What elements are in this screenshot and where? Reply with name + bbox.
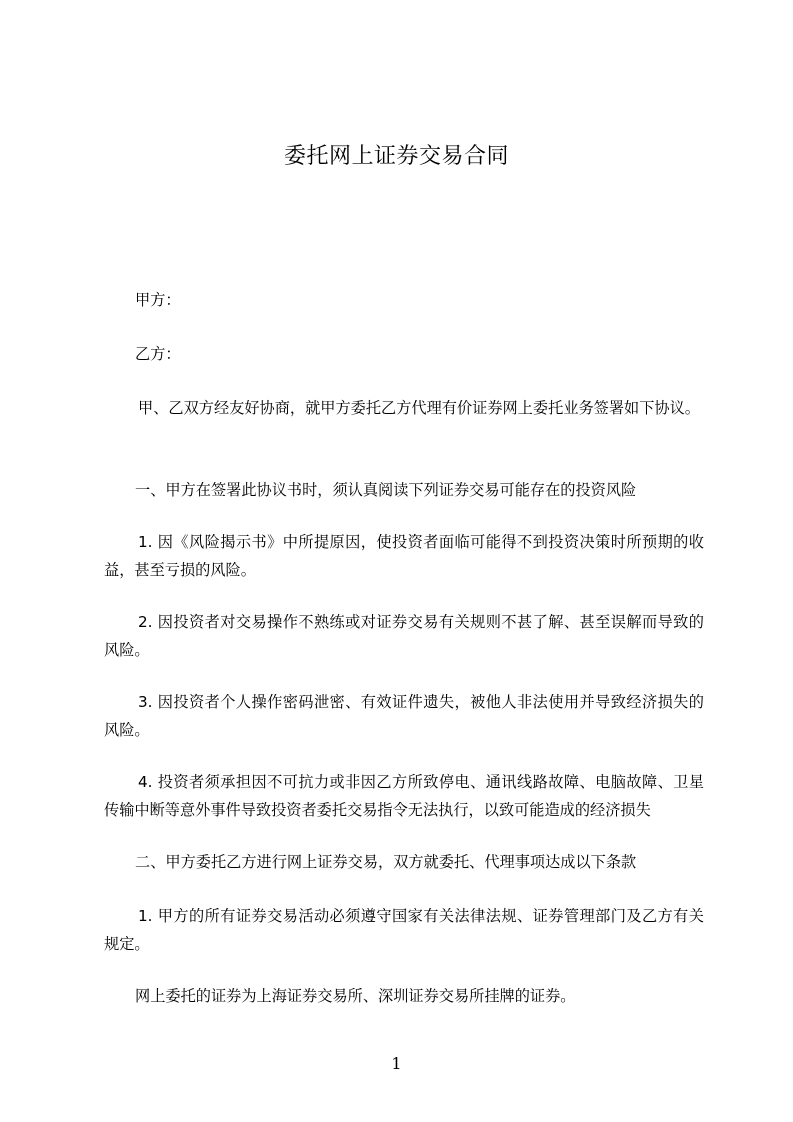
party-b-line: 乙方： (135, 345, 181, 363)
section-1-item-2: 2. 因投资者对交易操作不熟练或对证券交易有关规则不甚了解、甚至误解而导致的风险。 (104, 613, 704, 659)
document-title: 委托网上证券交易合同 (283, 144, 509, 169)
section-1-item-1: 1. 因《风险揭示书》中所提原因，使投资者面临可能得不到投资决策时所预期的收益，甚至亏损的风险。 (104, 533, 704, 579)
section-1-item-3: 3. 因投资者个人操作密码泄密、有效证件遗失，被他人非法使用并导致经济损失的风险。 (104, 693, 704, 739)
section-2-item-1: 1. 甲方的所有证券交易活动必须遵守国家有关法律法规、证券管理部门及乙方有关规定。 (104, 907, 704, 953)
intro-paragraph: 甲、乙双方经友好协商，就甲方委托乙方代理有价证券网上委托业务签署如下协议。 (138, 399, 700, 417)
page-number: 1 (391, 1054, 402, 1073)
section-2-item-2: 网上委托的证券为上海证券交易所、深圳证券交易所挂牌的证券。 (135, 987, 576, 1005)
section-1-item-4: 4. 投资者须承担因不可抗力或非因乙方所致停电、通讯线路故障、电脑故障、卫星传输中断等意外事件导致投资者委托交易指令无法执行，以致可能造成的经济损失 (104, 773, 704, 819)
section-1-heading: 一、甲方在签署此协议书时，须认真阅读下列证券交易可能存在的投资风险 (135, 481, 637, 499)
section-2-heading: 二、甲方委托乙方进行网上证券交易，双方就委托、代理事项达成以下条款 (135, 853, 637, 871)
party-a-line: 甲方： (135, 291, 181, 309)
